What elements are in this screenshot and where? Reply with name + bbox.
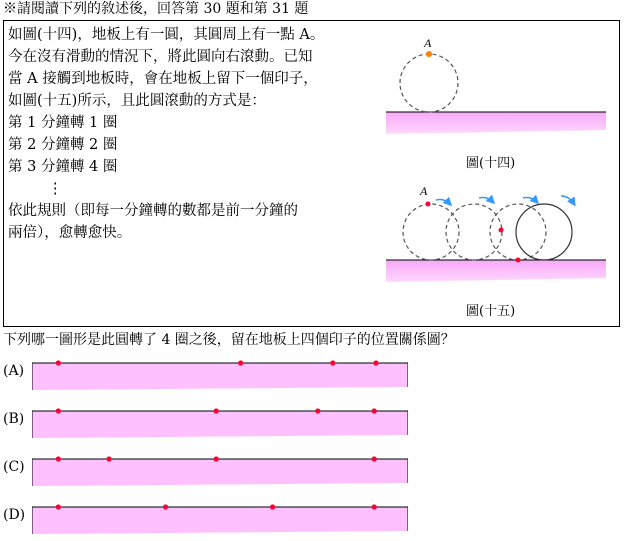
option-b-diagram[interactable] — [32, 408, 408, 438]
passage-line: 第 3 分鐘轉 4 圈 — [8, 159, 118, 175]
floor-mark — [214, 408, 219, 413]
passage-line: 今在沒有滑動的情況下，將此圓向右滾動。已知 — [8, 49, 313, 65]
option-d-diagram[interactable] — [32, 504, 408, 534]
question-text: 下列哪一圖形是此圓轉了 4 圈之後，留在地板上四個印子的位置關係圖？ — [3, 332, 455, 348]
floor-shape — [32, 411, 408, 438]
point-a-label: A — [424, 36, 432, 50]
option-a-diagram[interactable] — [32, 360, 408, 390]
passage-line: 第 1 分鐘轉 1 圈 — [8, 115, 118, 131]
passage-line: 如圖(十五)所示，且此圓滾動的方式是： — [8, 93, 266, 109]
figure-14 — [386, 34, 610, 144]
point-a-label: A — [420, 184, 428, 198]
floor-mark — [330, 360, 335, 365]
floor-mark — [373, 360, 378, 365]
circle-position-1 — [403, 204, 459, 260]
floor-mark — [372, 456, 377, 461]
floor-shape — [32, 507, 408, 534]
figure-15-caption: 圖(十五) — [466, 304, 516, 319]
rotation-arrow-icon — [561, 196, 574, 204]
passage-line: 如圖(十四)，地板上有一圓，其圓周上有一點 A。 — [8, 27, 325, 43]
floor-mark — [107, 456, 112, 461]
floor-mark — [56, 504, 61, 509]
rotation-arrow-icon — [479, 198, 493, 203]
point-a-dot — [426, 202, 431, 207]
figure-15 — [386, 182, 610, 287]
floor-shape — [32, 459, 408, 486]
passage-text — [8, 24, 358, 244]
floor-mark — [163, 504, 168, 509]
floor-mark — [56, 456, 61, 461]
rotation-arrow-icon — [436, 200, 450, 205]
circle-position-3 — [490, 204, 546, 260]
option-a-label[interactable]: (A) — [3, 363, 25, 379]
option-c-label[interactable]: (C) — [3, 459, 25, 475]
figure-14-caption: 圖(十四) — [466, 156, 516, 171]
option-c-diagram[interactable] — [32, 456, 408, 486]
floor-mark — [372, 504, 377, 509]
floor-mark — [56, 408, 61, 413]
floor-shape — [32, 363, 408, 390]
instruction-header: ※請閱讀下列的敘述後，回答第 30 題和第 31 題 — [3, 1, 309, 17]
floor-mark — [270, 504, 275, 509]
passage-line: 兩倍），愈轉愈快。 — [8, 225, 132, 241]
floor-shape — [386, 260, 606, 282]
floor-mark — [315, 408, 320, 413]
passage-line: 依此規則（即每一分鐘轉的數都是前一分鐘的 — [8, 203, 298, 219]
floor-mark — [372, 408, 377, 413]
circle-position-4 — [516, 204, 572, 260]
floor-mark — [516, 258, 521, 263]
floor-mark — [214, 456, 219, 461]
passage-ellipsis: ⋮ — [48, 181, 63, 197]
circle-position-2 — [446, 204, 502, 260]
floor-shape — [386, 112, 606, 134]
floor-mark — [56, 360, 61, 365]
passage-line: 第 2 分鐘轉 2 圈 — [8, 137, 118, 153]
rotation-arrow-icon — [523, 198, 537, 203]
point-a-dot — [426, 51, 432, 57]
floor-mark — [238, 360, 243, 365]
passage-line: 當 A 接觸到地板時，會在地板上留下一個印子， — [8, 71, 318, 87]
option-b-label[interactable]: (B) — [3, 411, 25, 427]
rolling-circle — [400, 54, 458, 112]
option-d-label[interactable]: (D) — [3, 507, 26, 523]
point-a-dot — [499, 228, 504, 233]
